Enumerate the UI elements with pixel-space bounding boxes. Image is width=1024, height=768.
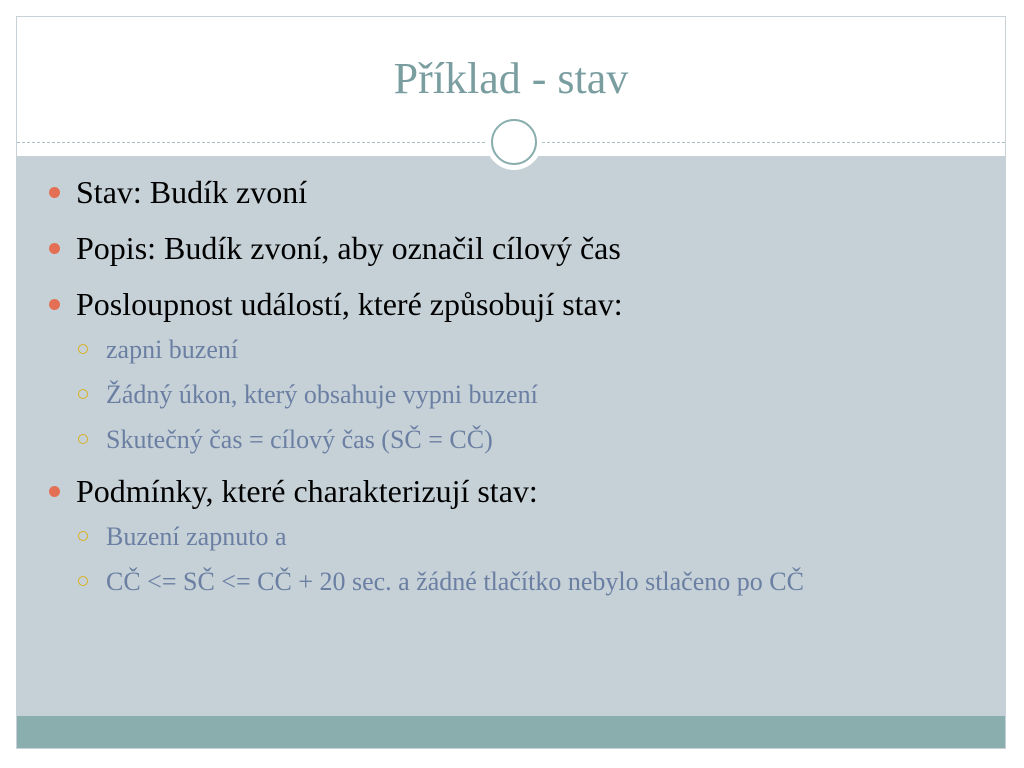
sub-bullet-item xyxy=(17,520,1005,553)
sub-bullet-item xyxy=(17,333,1005,366)
bullet-dot-icon xyxy=(49,243,60,254)
sub-bullet-item xyxy=(17,565,1005,598)
bullet-text: Posloupnost událostí, které způsobují stav: xyxy=(76,286,623,322)
sub-bullet-text: CČ <= SČ <= CČ + 20 sec. a žádné tlačítko nebylo stlačeno po CČ xyxy=(106,567,804,596)
bullet-item xyxy=(17,472,1005,510)
bullet-list xyxy=(17,173,1005,610)
sub-bullet-text: Buzení zapnuto a xyxy=(106,522,287,551)
ring-bullet-icon xyxy=(78,389,88,399)
ring-bullet-icon xyxy=(78,576,88,586)
slide xyxy=(16,16,1006,749)
ring-bullet-icon xyxy=(78,344,88,354)
footer-bar xyxy=(17,716,1005,749)
sub-bullet-text: zapni buzení xyxy=(106,335,239,364)
ornament-ring xyxy=(491,119,537,165)
bullet-item xyxy=(17,229,1005,267)
bullet-item xyxy=(17,173,1005,211)
bullet-text: Podmínky, které charakterizují stav: xyxy=(76,473,538,509)
bullet-dot-icon xyxy=(49,187,60,198)
bullet-text: Popis: Budík zvoní, aby označil cílový čas xyxy=(76,230,621,266)
bullet-text: Stav: Budík zvoní xyxy=(76,174,308,210)
bullet-item xyxy=(17,285,1005,323)
sub-bullet-item xyxy=(17,378,1005,411)
sub-bullet-text: Žádný úkon, který obsahuje vypni buzení xyxy=(106,380,538,409)
bullet-dot-icon xyxy=(49,299,60,310)
slide-title: Příklad - stav xyxy=(393,54,629,103)
ring-bullet-icon xyxy=(78,434,88,444)
ring-bullet-icon xyxy=(78,531,88,541)
circle-ornament-icon xyxy=(486,114,542,170)
sub-bullet-text: Skutečný čas = cílový čas (SČ = CČ) xyxy=(106,425,493,454)
sub-bullet-item xyxy=(17,423,1005,456)
bullet-dot-icon xyxy=(49,486,60,497)
